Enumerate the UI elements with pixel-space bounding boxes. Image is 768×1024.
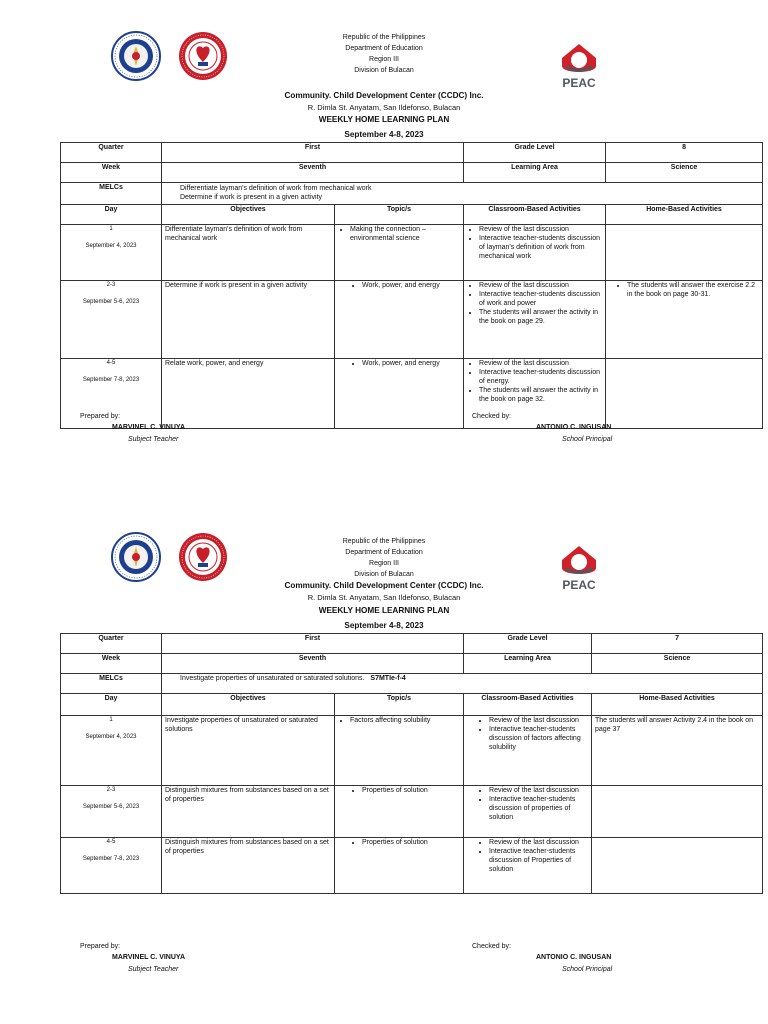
plan-2-header: [0, 502, 768, 644]
list-item: • Review of the last discussion: [479, 282, 602, 291]
plan-title: WEEKLY HOME LEARNING PLAN: [318, 606, 450, 615]
list-item: • Making the connection – environmental science: [350, 226, 460, 244]
list-item: • The students will answer the activity in the book on page 32.: [479, 387, 602, 405]
republic-line: Republic of the Philippines: [342, 538, 426, 545]
day-header: Day: [61, 694, 162, 716]
home-header: Home-Based Activities: [606, 205, 763, 225]
plan-1-header: [0, 0, 768, 142]
learning-area-label: Learning Area: [464, 654, 592, 674]
grade-level-value: 7: [592, 634, 763, 654]
learning-area-label: Learning Area: [464, 163, 606, 183]
grade-level-label: Grade Level: [464, 143, 606, 163]
list-item: • Interactive teacher-students discussion of factors affecting solubility: [489, 726, 588, 753]
plan-2: [0, 502, 768, 973]
objective-cell: Differentiate layman's definition of work from mechanical work: [162, 225, 335, 281]
day-number: 1: [109, 717, 113, 723]
checked-by-label: Checked by:: [472, 413, 511, 420]
school-address: R. Dimla St. Anyatam, San Ildefonso, Bulacan: [307, 103, 461, 112]
grade-level-label: Grade Level: [464, 634, 592, 654]
peac-label: PEAC: [562, 76, 596, 90]
list-item: • Work, power, and energy: [362, 360, 460, 369]
classroom-cell: [464, 716, 592, 786]
teacher-name: MARVINEL C. VINUYA: [112, 954, 185, 961]
department-line: Department of Education: [345, 549, 423, 556]
classroom-cell: [464, 225, 606, 281]
day-date: September 5-6, 2023: [82, 298, 140, 305]
objective-cell: Distinguish mixtures from substances based on a set of properties: [162, 786, 335, 838]
school-name: Community. Child Development Center (CCDC) Inc.: [284, 91, 484, 100]
day-number: 4-5: [106, 839, 116, 845]
plan-2-table: [60, 633, 763, 894]
home-cell: The students will answer Activity 2.4 in the book on page 37: [592, 716, 763, 786]
table-row: [61, 225, 763, 281]
day-number: 1: [109, 226, 113, 232]
principal-role: School Principal: [562, 966, 613, 973]
learning-area-value: Science: [606, 163, 763, 183]
principal-name: ANTONIO C. INGUSAN: [536, 954, 612, 961]
melc-2: Determine if work is present in a given activity: [180, 194, 322, 202]
list-item: • Review of the last discussion: [479, 226, 602, 235]
checked-by-label: Checked by:: [472, 943, 511, 950]
melcs-value: [162, 674, 763, 694]
grade-level-value: 8: [606, 143, 763, 163]
topic-cell: [335, 786, 464, 838]
plan-dates: September 4-8, 2023: [344, 621, 424, 630]
list-item: • The students will answer the exercise 2.2 in the book on page 30-31.: [627, 282, 759, 300]
home-cell: [606, 225, 763, 281]
day-header: Day: [61, 205, 162, 225]
day-date: September 7-8, 2023: [82, 855, 140, 862]
principal-name: ANTONIO C. INGUSAN: [536, 424, 612, 431]
melc-1: Investigate properties of unsaturated or saturated solutions.: [180, 675, 365, 682]
teacher-role: Subject Teacher: [128, 436, 179, 443]
classroom-header: Classroom-Based Activities: [464, 694, 592, 716]
list-item: • Interactive teacher-students discussion of properties of solution: [489, 796, 588, 823]
objectives-header: Objectives: [162, 205, 335, 225]
department-line: Department of Education: [345, 45, 423, 52]
classroom-cell: [464, 786, 592, 838]
topic-cell: [335, 838, 464, 894]
list-item: • Review of the last discussion: [479, 360, 602, 369]
list-item: • Work, power, and energy: [362, 282, 460, 291]
plan-1-table: [60, 142, 763, 429]
principal-role: School Principal: [562, 436, 613, 443]
list-item: • Review of the last discussion: [489, 717, 588, 726]
table-row: [61, 359, 763, 429]
table-row: [61, 281, 763, 359]
division-line: Division of Bulacan: [354, 571, 414, 578]
list-item: • Properties of solution: [362, 839, 460, 848]
objective-cell: Relate work, power, and energy: [162, 359, 335, 429]
teacher-name: MARVINEL C. VINUYA: [112, 424, 185, 431]
school-name: Community. Child Development Center (CCDC) Inc.: [284, 581, 484, 590]
home-cell: [606, 281, 763, 359]
day-date: September 4, 2023: [85, 242, 137, 249]
week-label: Week: [61, 654, 162, 674]
list-item: • The students will answer the activity in the book on page 29.: [479, 309, 602, 327]
melcs-label: MELCs: [61, 183, 162, 205]
melc-code: S7MTIe-f-4: [370, 675, 406, 682]
topic-cell: [335, 281, 464, 359]
melc-1: Differentiate layman's definition of work from mechanical work: [180, 185, 372, 192]
prepared-by-label: Prepared by:: [80, 413, 121, 420]
quarter-value: First: [162, 143, 464, 163]
classroom-header: Classroom-Based Activities: [464, 205, 606, 225]
home-cell: [592, 838, 763, 894]
table-row: [61, 716, 763, 786]
melcs-label: MELCs: [61, 674, 162, 694]
week-value: Seventh: [162, 163, 464, 183]
learning-area-value: Science: [592, 654, 763, 674]
objective-cell: Investigate properties of unsaturated or saturated solutions: [162, 716, 335, 786]
list-item: • Review of the last discussion: [489, 839, 588, 848]
table-row: [61, 838, 763, 894]
list-item: • Factors affecting solubility: [350, 717, 460, 726]
table-row: [61, 786, 763, 838]
region-line: Region III: [369, 560, 399, 567]
region-line: Region III: [369, 56, 399, 63]
home-header: Home-Based Activities: [592, 694, 763, 716]
topic-cell: [335, 716, 464, 786]
melcs-value: [162, 183, 763, 205]
objective-cell: Distinguish mixtures from substances based on a set of properties: [162, 838, 335, 894]
day-number: 4-5: [106, 360, 116, 366]
classroom-cell: [464, 838, 592, 894]
day-date: September 7-8, 2023: [82, 376, 140, 383]
division-line: Division of Bulacan: [354, 67, 414, 74]
list-item: • Interactive teacher-students discussion of energy.: [479, 369, 602, 387]
list-item: • Interactive teacher-students discussion of layman's definition of work from mechanical work: [479, 235, 602, 262]
home-cell: [592, 786, 763, 838]
plan-title: WEEKLY HOME LEARNING PLAN: [318, 115, 450, 124]
week-label: Week: [61, 163, 162, 183]
list-item: • Review of the last discussion: [489, 787, 588, 796]
classroom-cell: [464, 281, 606, 359]
topic-cell: [335, 225, 464, 281]
topics-header: Topic/s: [335, 694, 464, 716]
day-number: 2-3: [106, 282, 116, 288]
plan-dates: September 4-8, 2023: [344, 130, 424, 139]
list-item: • Interactive teacher-students discussion of work and power: [479, 291, 602, 309]
plan-1: [0, 0, 768, 443]
day-date: September 4, 2023: [85, 733, 137, 740]
topics-header: Topic/s: [335, 205, 464, 225]
day-date: September 5-6, 2023: [82, 803, 140, 810]
peac-label: PEAC: [562, 578, 596, 592]
home-cell: [606, 359, 763, 429]
republic-line: Republic of the Philippines: [342, 34, 426, 41]
list-item: • Interactive teacher-students discussion of Properties of solution: [489, 848, 588, 875]
teacher-role: Subject Teacher: [128, 966, 179, 973]
topic-cell: [335, 359, 464, 429]
objective-cell: Determine if work is present in a given activity: [162, 281, 335, 359]
prepared-by-label: Prepared by:: [80, 943, 121, 950]
day-number: 2-3: [106, 787, 116, 793]
quarter-label: Quarter: [61, 143, 162, 163]
quarter-value: First: [162, 634, 464, 654]
school-address: R. Dimla St. Anyatam, San Ildefonso, Bulacan: [307, 593, 461, 602]
week-value: Seventh: [162, 654, 464, 674]
objectives-header: Objectives: [162, 694, 335, 716]
quarter-label: Quarter: [61, 634, 162, 654]
list-item: • Properties of solution: [362, 787, 460, 796]
